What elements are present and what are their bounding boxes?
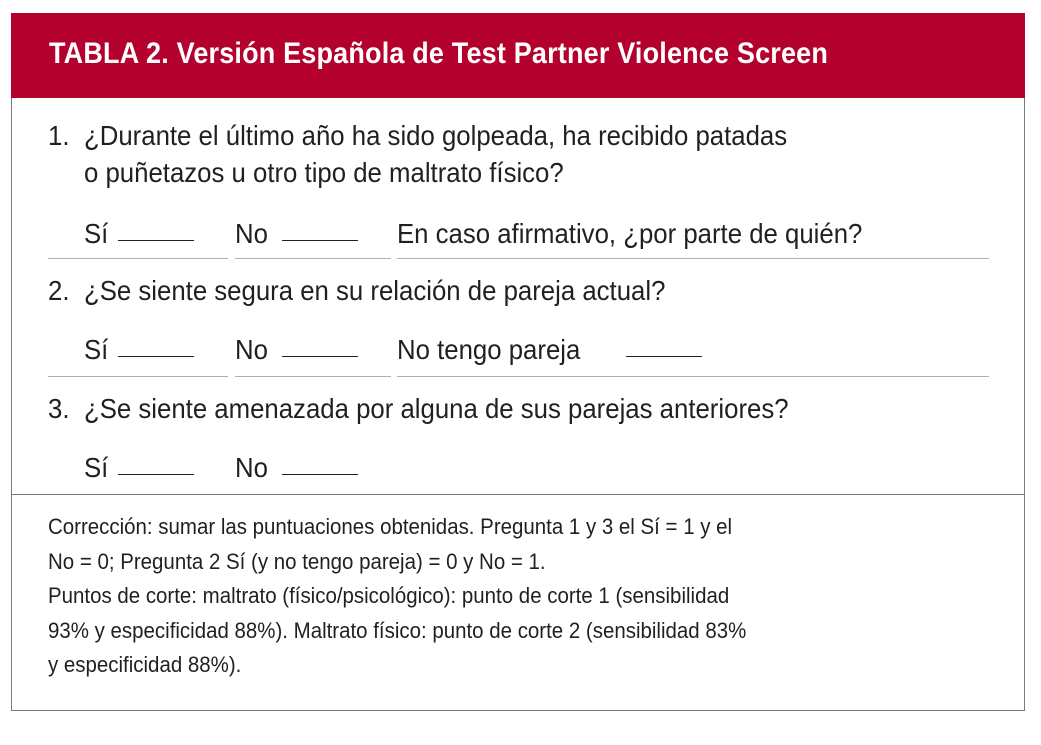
question-3-option-no: No [235,452,268,483]
question-3-no-blank[interactable] [282,474,358,475]
question-2-no-blank[interactable] [282,356,358,357]
footnote [48,510,1008,683]
row-rule [397,258,989,259]
question-2-number: 2. [48,275,70,306]
footnote-line-5: y especificidad 88%). [48,652,242,677]
question-2-option-no: No [235,334,268,365]
question-2-yes-blank[interactable] [118,356,194,357]
question-1-yes-blank[interactable] [118,240,194,241]
question-2-option-yes: Sí [84,334,109,365]
question-1-option-yes: Sí [84,218,109,249]
question-3-option-yes: Sí [84,452,109,483]
question-3-number: 3. [48,393,70,424]
footnote-line-3: Puntos de corte: maltrato (físico/psicológico): punto de corte 1 (sensibilidad [48,583,730,608]
question-1-line-2: o puñetazos u otro tipo de maltrato físico? [84,157,564,188]
footnote-line-1: Corrección: sumar las puntuaciones obtenidas. Pregunta 1 y 3 el Sí = 1 y el [48,514,733,539]
question-1-option-no: No [235,218,268,249]
row-rule [48,258,228,259]
row-rule [235,258,391,259]
footnote-line-2: No = 0; Pregunta 2 Sí (y no tengo pareja) = 0 y No = 1. [48,548,546,574]
question-3-yes-blank[interactable] [118,474,194,475]
question-2-option-no-partner: No tengo pareja [397,334,581,365]
footnote-line-4: 93% y especificidad 88%). Maltrato físico: punto de corte 2 (sensibilidad 83% [48,617,747,643]
question-3-line-1: ¿Se siente amenazada por alguna de sus parejas anteriores? [84,393,789,424]
question-1-option-who: En caso afirmativo, ¿por parte de quién? [397,218,863,249]
question-1-line-1: ¿Durante el último año ha sido golpeada, ha recibido patadas [84,120,788,151]
table-header [11,13,1025,98]
question-1-no-blank[interactable] [282,240,358,241]
question-2-line-1: ¿Se siente segura en su relación de pareja actual? [84,275,666,306]
row-rule [397,376,989,377]
row-rule [235,376,391,377]
row-rule [48,376,228,377]
footnote-divider [11,494,1025,495]
table-title: TABLA 2. Versión Española de Test Partner Violence Screen [49,37,829,70]
question-2-no-partner-blank[interactable] [626,356,702,357]
question-1-number: 1. [48,120,70,151]
